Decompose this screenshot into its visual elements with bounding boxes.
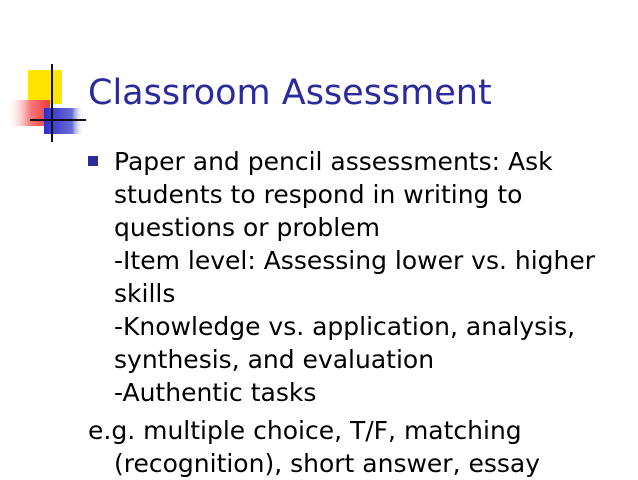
example-paragraph [88, 414, 618, 480]
subpoint-knowledge [88, 310, 618, 376]
bullet-line: students to respond in writing to [114, 180, 523, 209]
subpoint-authentic [88, 376, 618, 409]
bullet-item [88, 145, 618, 244]
bullet-line: Paper and pencil assessments: Ask [114, 147, 553, 176]
example-line: e.g. multiple choice, T/F, matching [88, 416, 522, 445]
squares-logo-icon [0, 60, 92, 150]
subpoint-item-level [88, 244, 618, 310]
square-bullet-icon [88, 156, 98, 166]
subpoint-line: synthesis, and evaluation [114, 345, 435, 374]
slide-body [88, 145, 618, 409]
slide-title: Classroom Assessment [88, 73, 492, 113]
subpoint-line: -Authentic tasks [114, 378, 317, 407]
subpoint-line: -Item level: Assessing lower vs. higher [114, 246, 596, 275]
subpoint-line: skills [114, 279, 176, 308]
bullet-line: questions or problem [114, 213, 380, 242]
subpoint-line: -Knowledge vs. application, analysis, [114, 312, 576, 341]
example-line: (recognition), short answer, essay [114, 449, 541, 478]
